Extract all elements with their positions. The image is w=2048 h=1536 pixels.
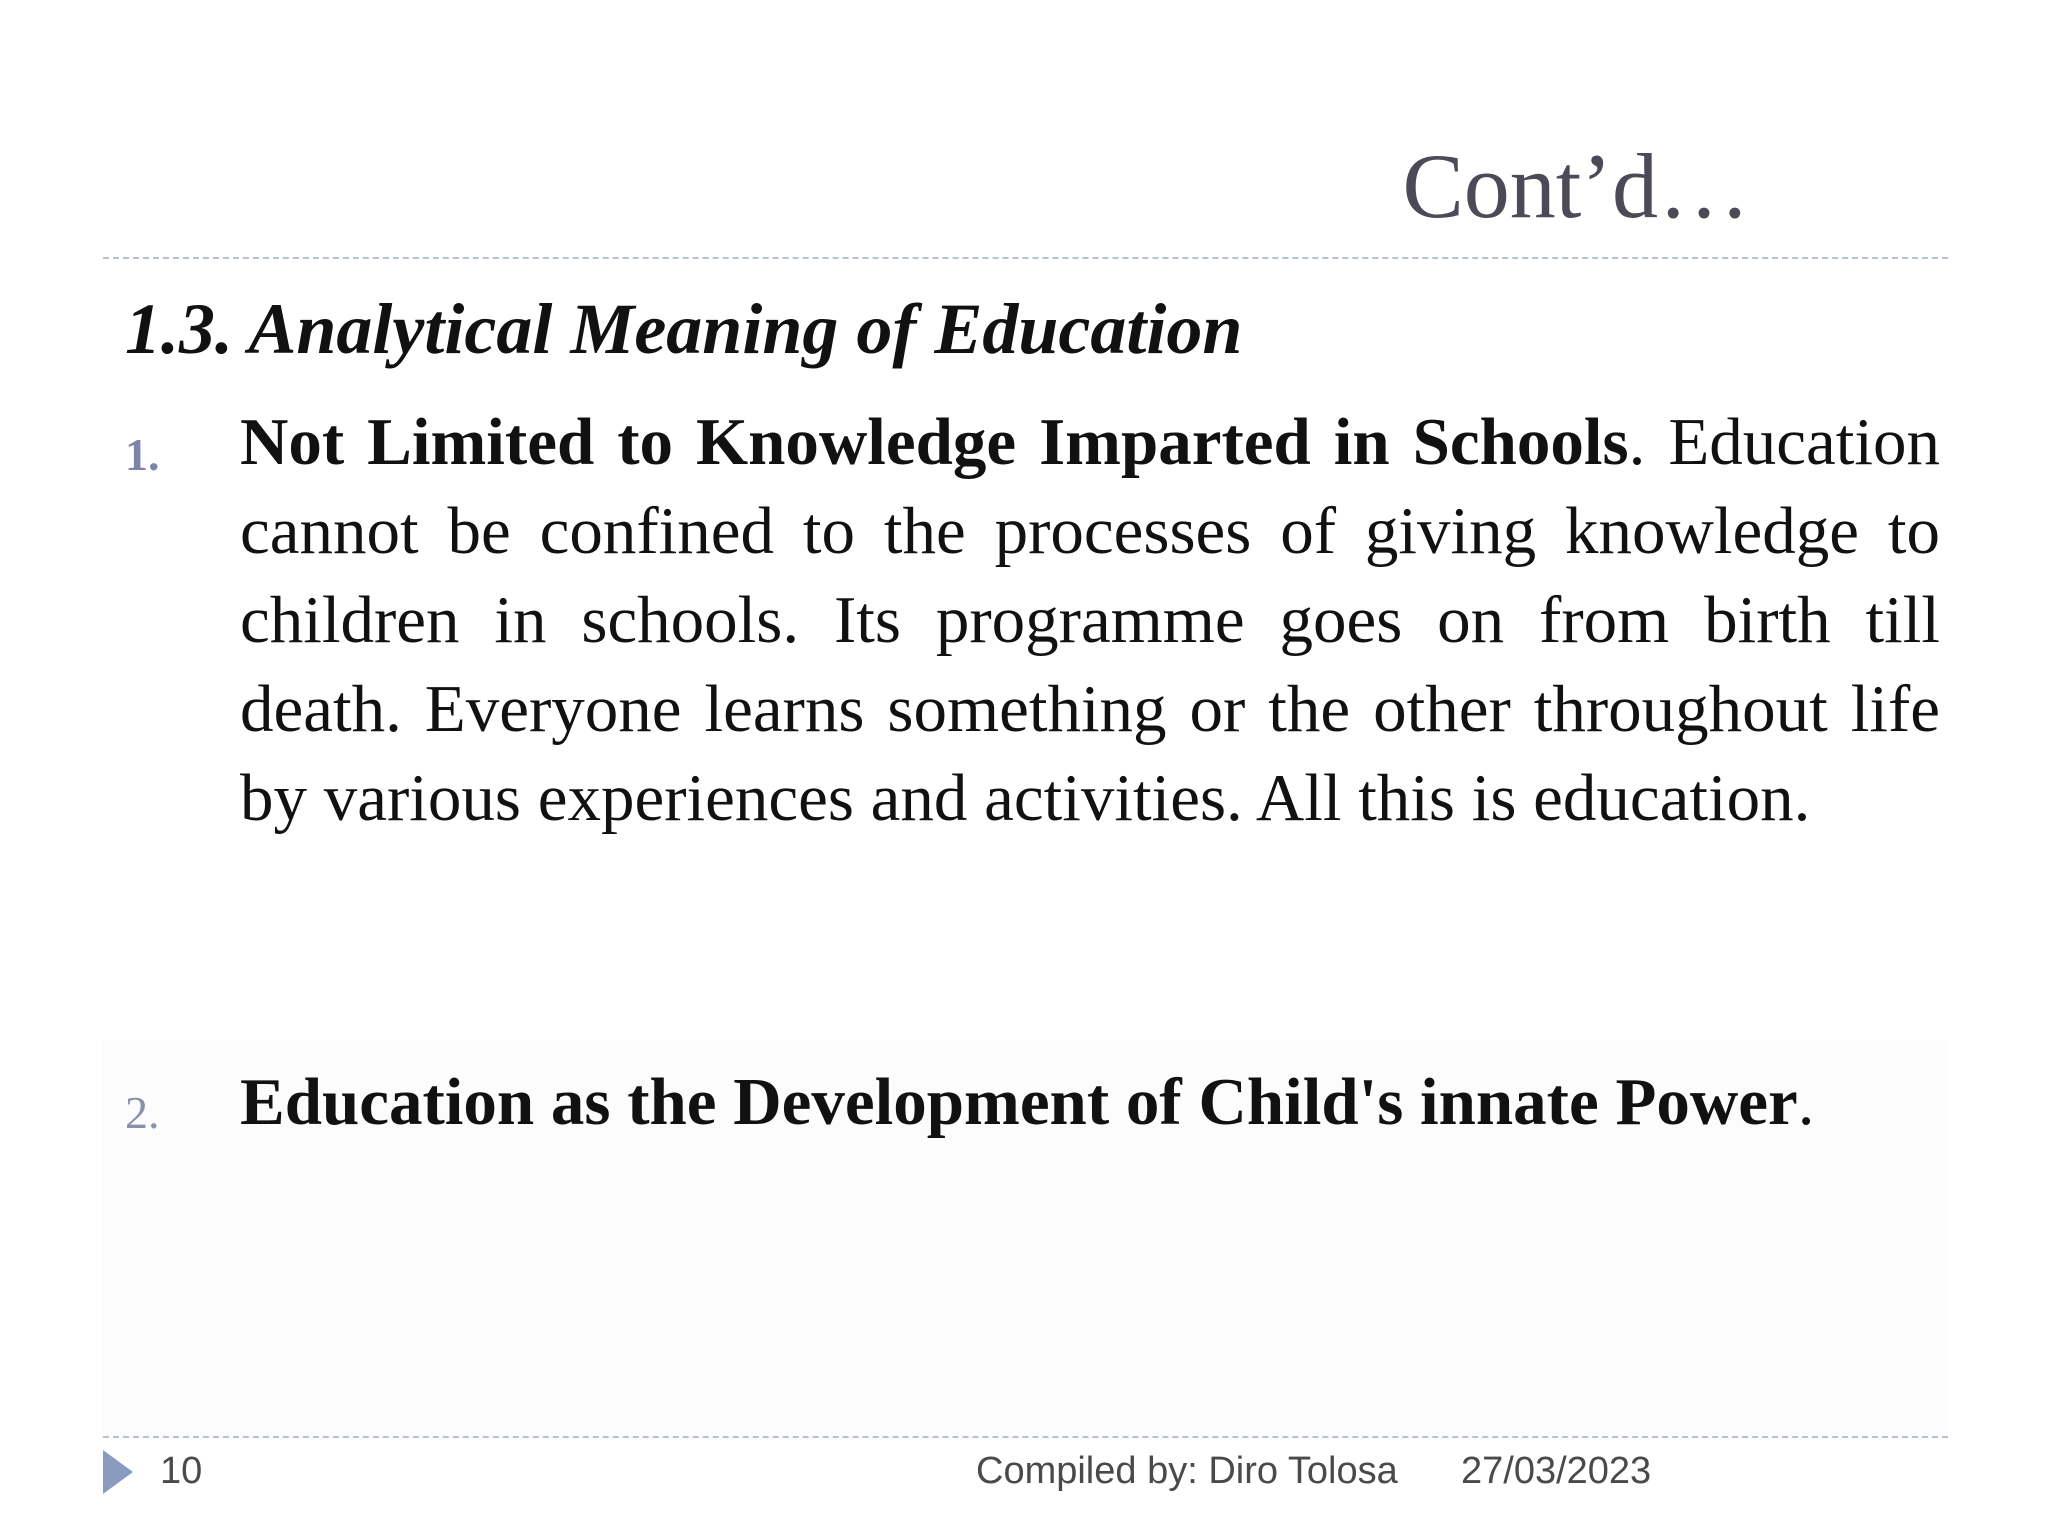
footer-author: Compiled by: Diro Tolosa xyxy=(976,1450,1398,1492)
footer-divider xyxy=(103,1436,1948,1438)
footer-date: 27/03/2023 xyxy=(1461,1450,1652,1492)
section-subheading: 1.3. Analytical Meaning of Education xyxy=(125,289,1243,369)
list-item-heading-period: . xyxy=(1797,1065,1815,1139)
list-item-body xyxy=(240,1058,1940,1147)
list-item-number: 1. xyxy=(125,429,160,480)
page-number: 10 xyxy=(160,1450,203,1492)
list-item-heading-period: . xyxy=(1628,405,1646,479)
header-divider xyxy=(103,257,1948,259)
slide-title: Cont’d… xyxy=(1402,135,1750,237)
list-item-text: Education cannot be confined to the processes of giving knowledge to children in schools. Its programme goes on from birth till death. Everyone learns something or the other throughout life by various experiences and activities. All this is education. xyxy=(240,405,1940,835)
list-item-body xyxy=(240,398,1940,843)
list-item-number: 2. xyxy=(125,1087,160,1138)
list-item-heading: Education as the Development of Child's innate Power xyxy=(240,1065,1798,1139)
list-item-heading: Not Limited to Knowledge Imparted in Schools xyxy=(240,405,1629,479)
triangle-right-icon xyxy=(103,1450,133,1494)
